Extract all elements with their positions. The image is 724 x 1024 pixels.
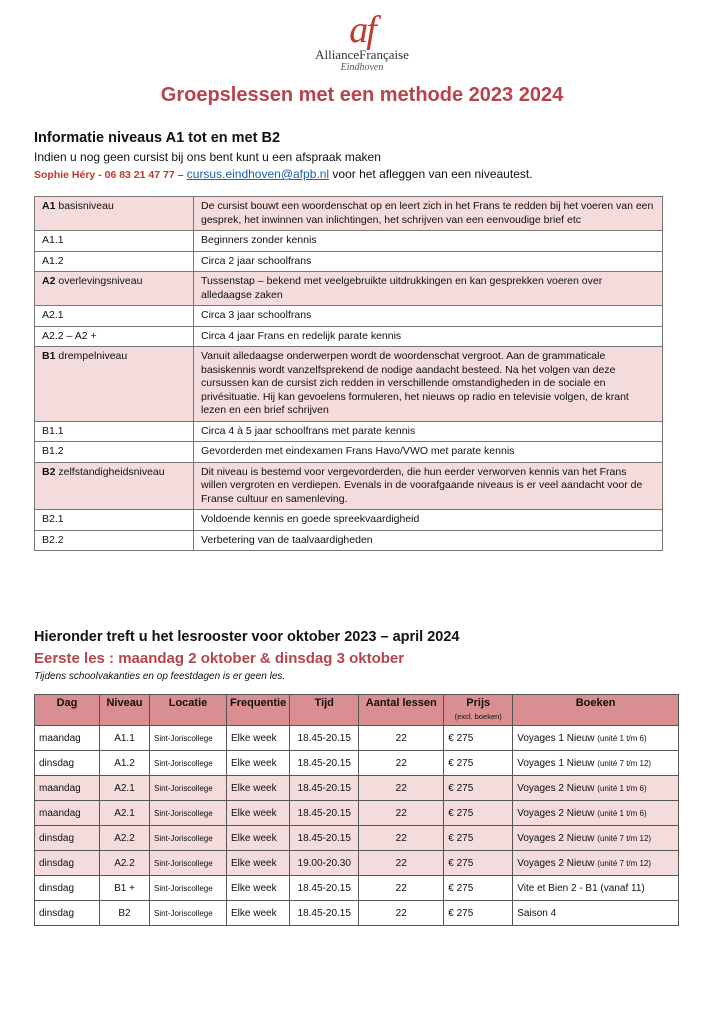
level-description: Beginners zonder kennis <box>194 231 663 252</box>
cell-prijs: € 275 <box>444 851 513 876</box>
cell-boek <box>513 751 679 776</box>
cell-dag: maandag <box>35 776 100 801</box>
cell-locatie: Sint-Joriscollege <box>150 776 227 801</box>
contact-line <box>34 167 533 181</box>
level-row <box>35 442 663 463</box>
cell-prijs: € 275 <box>444 726 513 751</box>
cell-prijs: € 275 <box>444 876 513 901</box>
level-row <box>35 251 663 272</box>
cell-niveau: A2.1 <box>100 776 150 801</box>
boek-units: (unité 1 t/m 6) <box>597 733 647 743</box>
level-row <box>35 197 663 231</box>
level-name-cell <box>35 510 194 531</box>
cell-locatie: Sint-Joriscollege <box>150 826 227 851</box>
level-name-cell <box>35 421 194 442</box>
boek-title: Voyages 2 Nieuw <box>517 807 595 819</box>
contact-name: Sophie Héry - 06 83 21 47 77 – <box>34 169 184 181</box>
col-lessen: Aantal lessen <box>359 695 444 726</box>
level-name: overlevingsniveau <box>58 275 143 287</box>
schedule-header-row <box>35 695 679 726</box>
schedule-row <box>35 751 679 776</box>
cell-tijd: 18.45-20.15 <box>290 876 359 901</box>
cell-niveau: A2.1 <box>100 801 150 826</box>
cell-frequentie: Elke week <box>227 876 290 901</box>
cell-boek <box>513 801 679 826</box>
level-name: A1.1 <box>42 234 64 246</box>
level-name-cell <box>35 347 194 422</box>
cell-frequentie: Elke week <box>227 851 290 876</box>
col-prijs-label: Prijs <box>466 697 491 709</box>
cell-frequentie: Elke week <box>227 826 290 851</box>
schedule-row <box>35 876 679 901</box>
cell-boek <box>513 876 679 901</box>
cell-locatie: Sint-Joriscollege <box>150 876 227 901</box>
schedule-row <box>35 776 679 801</box>
level-row <box>35 530 663 551</box>
cell-tijd: 18.45-20.15 <box>290 901 359 926</box>
level-description: Circa 4 jaar Frans en redelijk parate kennis <box>194 326 663 347</box>
cell-lessen: 22 <box>359 851 444 876</box>
boek-title: Saison 4 <box>517 907 557 919</box>
level-description: Tussenstap – bekend met veelgebruikte uitdrukkingen en kan gesprekken voeren over alledaagse zaken <box>194 272 663 306</box>
cell-boek <box>513 776 679 801</box>
boek-units: (unité 7 t/m 12) <box>597 833 652 843</box>
cell-boek <box>513 726 679 751</box>
contact-email-link[interactable]: cursus.eindhoven@afpb.nl <box>186 167 330 181</box>
first-lesson: Eerste les : maandag 2 oktober & dinsdag 3 oktober <box>34 650 405 667</box>
contact-tail: voor het afleggen van een niveautest. <box>332 167 533 181</box>
level-name: A2.2 – A2 + <box>42 329 97 342</box>
info-heading: Informatie niveaus A1 tot en met B2 <box>34 130 281 146</box>
level-row <box>35 421 663 442</box>
holiday-note: Tijdens schoolvakanties en op feestdagen is er geen les. <box>34 671 286 682</box>
col-prijs <box>444 695 513 726</box>
cell-dag: dinsdag <box>35 751 100 776</box>
col-locatie: Locatie <box>150 695 227 726</box>
level-description: Dit niveau is bestemd voor vergevorderden, die hun eerder verworven kennis van het Frans willen vergroten en verdiepen. Evenals in de voorafgaande niveaus is er veel aandacht voor de Franse cultuur en samenleving. <box>194 462 663 510</box>
cell-dag: dinsdag <box>35 901 100 926</box>
cell-locatie: Sint-Joriscollege <box>150 801 227 826</box>
cell-niveau: A2.2 <box>100 826 150 851</box>
level-description: Voldoende kennis en goede spreekvaardigheid <box>194 510 663 531</box>
boek-title: Voyages 1 Nieuw <box>517 757 595 769</box>
cell-frequentie: Elke week <box>227 901 290 926</box>
level-name-cell <box>35 306 194 327</box>
level-name-cell <box>35 530 194 551</box>
level-name: A1.2 <box>42 254 64 267</box>
logo-mark: af <box>349 9 375 51</box>
level-name-cell <box>35 197 194 231</box>
cell-lessen: 22 <box>359 751 444 776</box>
boek-title: Voyages 2 Nieuw <box>517 832 595 844</box>
schedule-heading: Hieronder treft u het lesrooster voor oktober 2023 – april 2024 <box>34 629 460 645</box>
level-name-cell <box>35 442 194 463</box>
cell-niveau: A1.2 <box>100 751 150 776</box>
cell-dag: maandag <box>35 726 100 751</box>
cell-prijs: € 275 <box>444 801 513 826</box>
level-row <box>35 347 663 422</box>
level-row <box>35 231 663 252</box>
cell-tijd: 19.00-20.30 <box>290 851 359 876</box>
cell-lessen: 22 <box>359 801 444 826</box>
cell-locatie: Sint-Joriscollege <box>150 726 227 751</box>
level-row <box>35 306 663 327</box>
level-description: Circa 2 jaar schoolfrans <box>194 251 663 272</box>
level-description: Vanuit alledaagse onderwerpen wordt de woordenschat vergroot. Aan de grammaticale basiskennis wordt vanzelfsprekend de nodige aandacht besteed. Na het volgen van deze cursussen kan de cursist zich redden in verschillende omstandigheden in de sociale en privésituatie. Hij kan gevoelens formuleren, het nieuws op radio en televisie volgen, de krant lezen en een brief schrijven <box>194 347 663 422</box>
schedule-row <box>35 801 679 826</box>
boek-units: (unité 7 t/m 12) <box>597 758 652 768</box>
schedule-row <box>35 826 679 851</box>
cell-boek <box>513 851 679 876</box>
level-description: Gevorderden met eindexamen Frans Havo/VWO met parate kennis <box>194 442 663 463</box>
level-name-cell <box>35 326 194 347</box>
col-prijs-sub: (excl. boeken) <box>454 712 502 721</box>
col-tijd: Tijd <box>290 695 359 726</box>
level-name: A2.1 <box>42 309 64 321</box>
cell-lessen: 22 <box>359 776 444 801</box>
cell-locatie: Sint-Joriscollege <box>150 851 227 876</box>
cell-lessen: 22 <box>359 826 444 851</box>
schedule-row <box>35 901 679 926</box>
level-name-cell <box>35 462 194 510</box>
cell-tijd: 18.45-20.15 <box>290 776 359 801</box>
level-name-cell <box>35 272 194 306</box>
cell-dag: maandag <box>35 801 100 826</box>
level-description: Verbetering van de taalvaardigheden <box>194 530 663 551</box>
level-code: A1 <box>42 200 56 212</box>
cell-dag: dinsdag <box>35 851 100 876</box>
cell-dag: dinsdag <box>35 876 100 901</box>
logo-city: Eindhoven <box>340 62 384 73</box>
cell-prijs: € 275 <box>444 901 513 926</box>
col-niveau: Niveau <box>100 695 150 726</box>
cell-boek <box>513 901 679 926</box>
cell-dag: dinsdag <box>35 826 100 851</box>
cell-niveau: B1 + <box>100 876 150 901</box>
level-name: zelfstandigheidsniveau <box>58 465 165 478</box>
cell-prijs: € 275 <box>444 826 513 851</box>
level-code: B2 <box>42 465 56 478</box>
level-description: De cursist bouwt een woordenschat op en leert zich in het Frans te redden bij het voeren van een gesprek, het inwinnen van inlichtingen, het schrijven van een eenvoudige brief etc <box>194 197 663 231</box>
level-description: Circa 3 jaar schoolfrans <box>194 306 663 327</box>
level-code: A2 <box>42 275 56 287</box>
boek-title: Voyages 2 Nieuw <box>517 782 595 794</box>
cell-prijs: € 275 <box>444 776 513 801</box>
boek-units: (unité 1 t/m 6) <box>597 808 647 818</box>
level-name: basisniveau <box>58 200 114 212</box>
cell-frequentie: Elke week <box>227 776 290 801</box>
col-dag: Dag <box>35 695 100 726</box>
logo-name: AllianceFrançaise <box>315 47 409 62</box>
cell-niveau: B2 <box>100 901 150 926</box>
cell-boek <box>513 826 679 851</box>
level-row <box>35 272 663 306</box>
cell-locatie: Sint-Joriscollege <box>150 901 227 926</box>
cell-lessen: 22 <box>359 726 444 751</box>
cell-tijd: 18.45-20.15 <box>290 751 359 776</box>
level-name: B2.1 <box>42 513 64 525</box>
level-name-cell <box>35 231 194 252</box>
level-name: B1.1 <box>42 424 64 437</box>
cell-lessen: 22 <box>359 901 444 926</box>
cell-frequentie: Elke week <box>227 801 290 826</box>
level-row <box>35 326 663 347</box>
level-row <box>35 510 663 531</box>
level-name: drempelniveau <box>58 350 128 362</box>
cell-frequentie: Elke week <box>227 726 290 751</box>
logo <box>0 9 724 74</box>
boek-units: (unité 7 t/m 12) <box>597 858 652 868</box>
boek-title: Voyages 1 Nieuw <box>517 732 595 744</box>
schedule-row <box>35 726 679 751</box>
cell-tijd: 18.45-20.15 <box>290 826 359 851</box>
boek-title: Vite et Bien 2 - B1 (vanaf 11) <box>517 882 645 894</box>
col-frequentie: Frequentie <box>227 695 290 726</box>
level-description: Circa 4 à 5 jaar schoolfrans met parate kennis <box>194 421 663 442</box>
boek-units: (unité 1 t/m 6) <box>597 783 647 793</box>
col-boeken: Boeken <box>513 695 679 726</box>
schedule-table <box>34 694 679 926</box>
cell-niveau: A1.1 <box>100 726 150 751</box>
cell-locatie: Sint-Joriscollege <box>150 751 227 776</box>
cell-niveau: A2.2 <box>100 851 150 876</box>
boek-title: Voyages 2 Nieuw <box>517 857 595 869</box>
levels-table <box>34 196 663 551</box>
level-name: B1.2 <box>42 445 64 457</box>
page-title: Groepslessen met een methode 2023 2024 <box>160 84 564 106</box>
level-name: B2.2 <box>42 533 64 546</box>
cell-tijd: 18.45-20.15 <box>290 801 359 826</box>
cell-frequentie: Elke week <box>227 751 290 776</box>
cell-prijs: € 275 <box>444 751 513 776</box>
cell-lessen: 22 <box>359 876 444 901</box>
level-code: B1 <box>42 350 56 362</box>
schedule-row <box>35 851 679 876</box>
cell-tijd: 18.45-20.15 <box>290 726 359 751</box>
info-intro: Indien u nog geen cursist bij ons bent kunt u een afspraak maken <box>34 150 381 164</box>
level-name-cell <box>35 251 194 272</box>
level-row <box>35 462 663 510</box>
